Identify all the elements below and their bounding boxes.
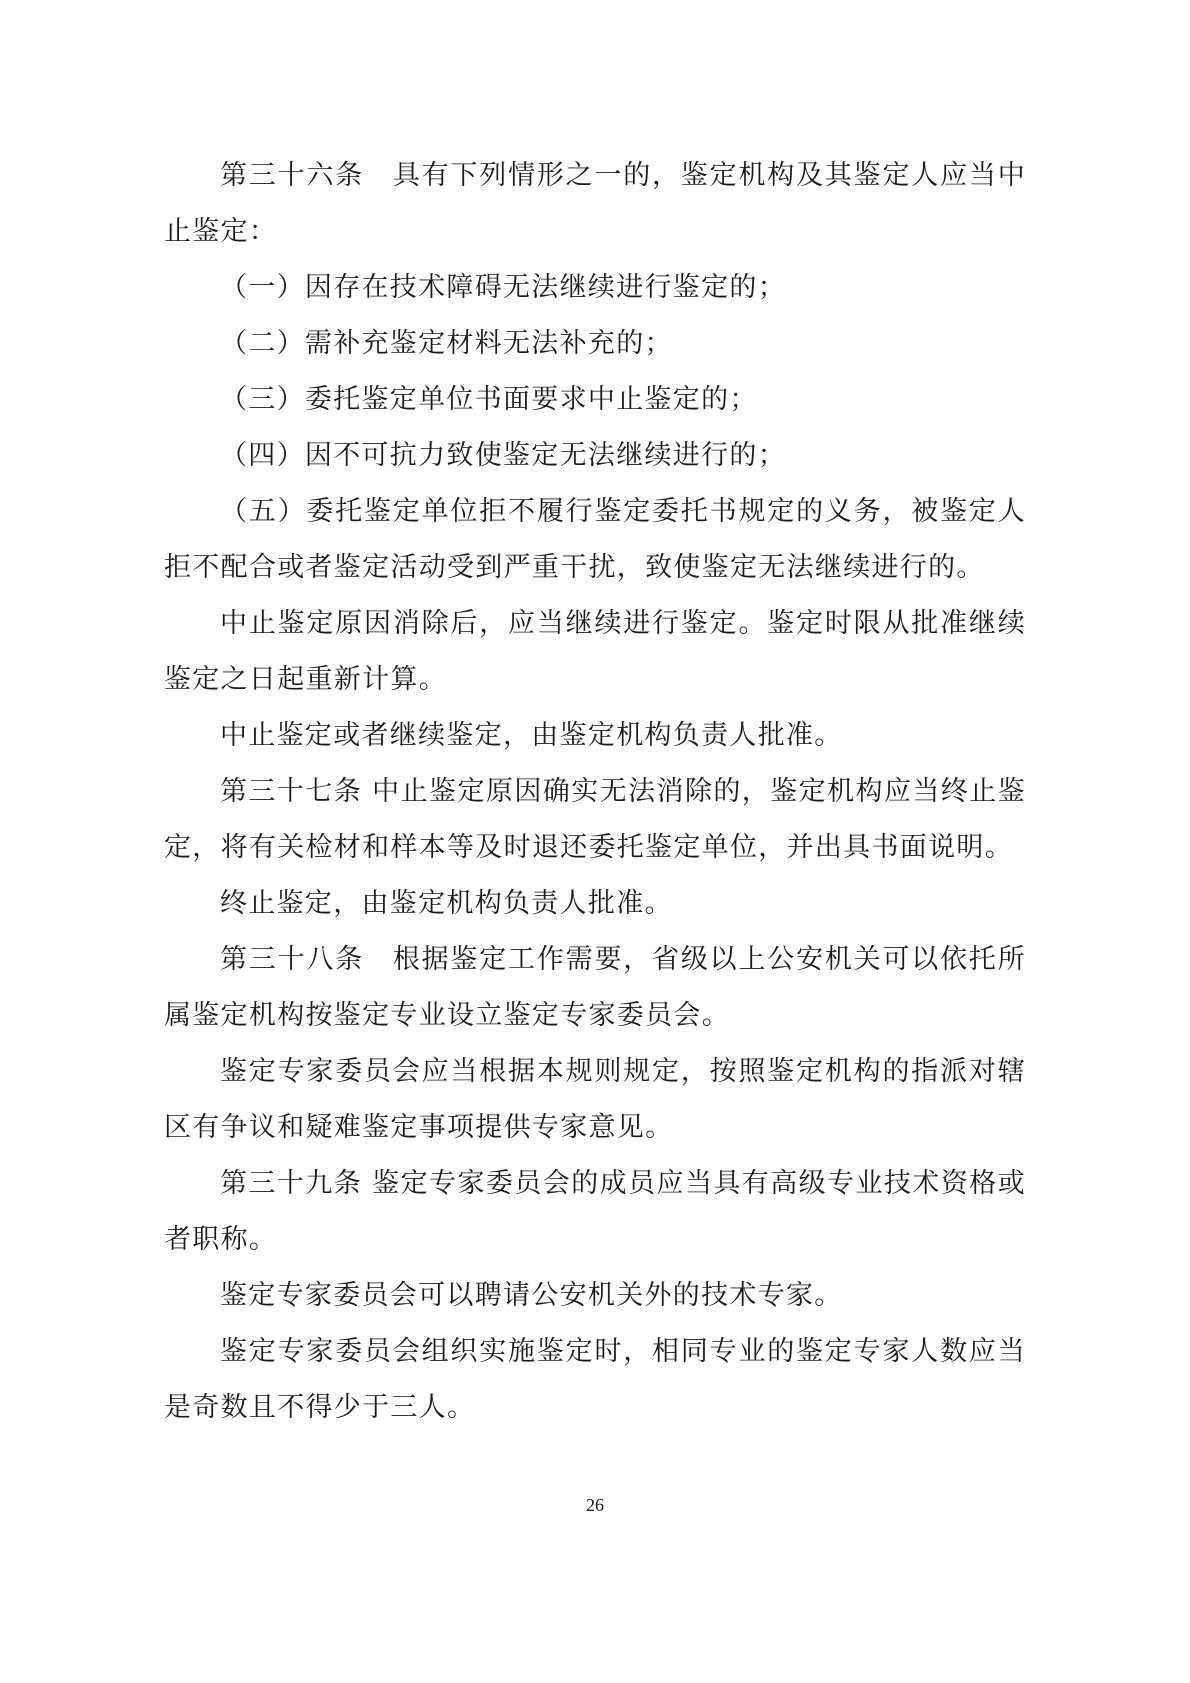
page-body xyxy=(164,148,1026,1436)
paragraph-article-38: 第三十八条 根据鉴定工作需要，省级以上公安机关可以依托所属鉴定机构按鉴定专业设立鉴定专家委员会。 xyxy=(164,944,1026,1031)
paragraph-article-36: 第三十六条 具有下列情形之一的，鉴定机构及其鉴定人应当中止鉴定： xyxy=(164,160,1026,247)
paragraph-item-4: （四）因不可抗力致使鉴定无法继续进行的； xyxy=(220,440,786,471)
paragraph-item-2: （二）需补充鉴定材料无法补充的； xyxy=(220,328,673,359)
paragraph-article-37: 第三十七条 中止鉴定原因确实无法消除的，鉴定机构应当终止鉴定，将有关检材和样本等及时退还委托鉴定单位，并出具书面说明。 xyxy=(164,776,1026,863)
paragraph-item-1: （一）因存在技术障碍无法继续进行鉴定的； xyxy=(220,272,786,303)
paragraph-article-39: 第三十九条 鉴定专家委员会的成员应当具有高级专业技术资格或者职称。 xyxy=(164,1168,1026,1255)
paragraph-expert-count: 鉴定专家委员会组织实施鉴定时，相同专业的鉴定专家人数应当是奇数且不得少于三人。 xyxy=(164,1336,1026,1423)
paragraph-item-3: （三）委托鉴定单位书面要求中止鉴定的； xyxy=(220,384,758,415)
paragraph-termination-approval: 终止鉴定，由鉴定机构负责人批准。 xyxy=(220,888,673,919)
paragraph-suspension-approval: 中止鉴定或者继续鉴定，由鉴定机构负责人批准。 xyxy=(220,720,843,751)
paragraph-item-5: （五）委托鉴定单位拒不履行鉴定委托书规定的义务，被鉴定人拒不配合或者鉴定活动受到严重干扰，致使鉴定无法继续进行的。 xyxy=(164,496,1026,583)
page-number: 26 xyxy=(586,1495,604,1515)
paragraph-resume-appraisal: 中止鉴定原因消除后，应当继续进行鉴定。鉴定时限从批准继续鉴定之日起重新计算。 xyxy=(164,608,1026,695)
paragraph-committee-duty: 鉴定专家委员会应当根据本规则规定，按照鉴定机构的指派对辖区有争议和疑难鉴定事项提供专家意见。 xyxy=(164,1056,1026,1143)
paragraph-external-experts: 鉴定专家委员会可以聘请公安机关外的技术专家。 xyxy=(220,1280,843,1311)
